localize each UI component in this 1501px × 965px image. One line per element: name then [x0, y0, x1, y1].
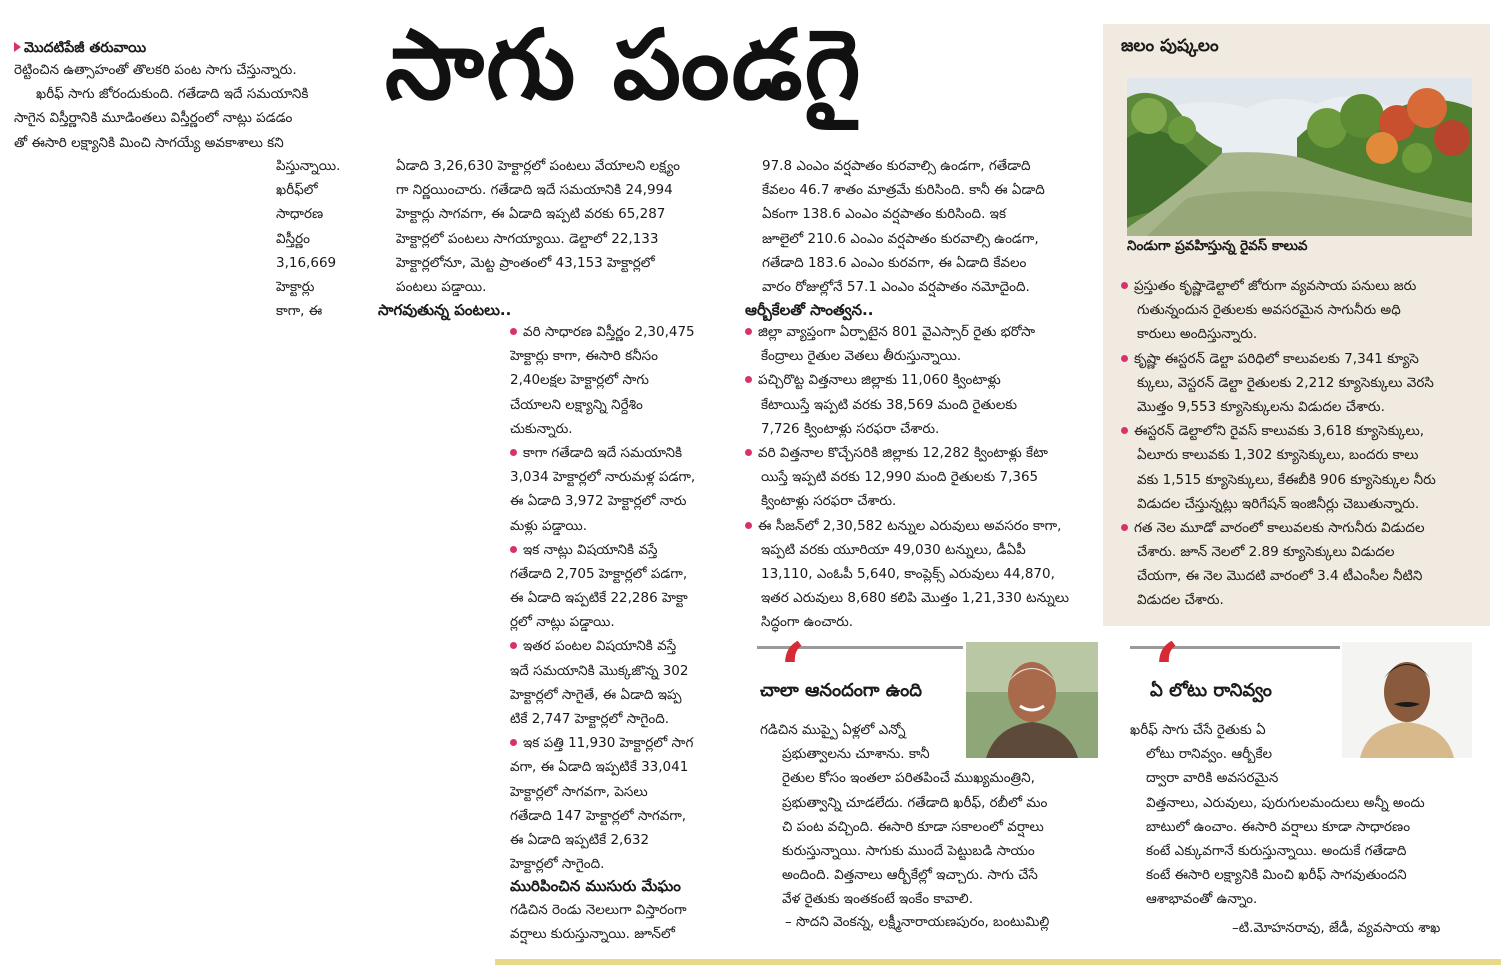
bullet-icon — [510, 328, 517, 335]
text-line: 2,40లక్షల హెక్టార్లలో సాగు — [510, 372, 649, 389]
text-line: ఆశాభావంతో ఉన్నాం. — [1146, 891, 1258, 908]
text-line: చేయాలని లక్ష్యాన్ని నిర్దేశిం — [510, 396, 643, 413]
quote1-text — [760, 718, 1105, 912]
bullet-icon — [510, 546, 517, 553]
quote1-mark-icon: ‘ — [780, 628, 806, 714]
text-line: లోటు రానివ్వం. ఆర్బీకేల — [1146, 746, 1273, 763]
text-line: గుతున్నందున రైతులకు అవసరమైన సాగునీరు అధి — [1137, 302, 1401, 319]
text-line: హెక్టార్లు — [276, 278, 315, 295]
text-line: మళ్లు పడ్డాయి. — [510, 517, 588, 534]
text-line: గా నిర్ణయించారు. గతేడాది ఇదే సమయానికి 24,994 — [396, 182, 673, 199]
text-line: హెక్టార్లలో సాగైంది. — [510, 856, 605, 873]
text-line: ఈ ఏడాది 3,972 హెక్టార్లలో నారు — [510, 493, 687, 510]
text-line: తో ఈసారి లక్ష్యానికి మించి సాగయ్యే అవకాశాలు కని — [14, 134, 284, 151]
bullet-line: ఇక పత్తి 11,930 హెక్టార్లలో సాగ — [510, 731, 740, 755]
text-line: హెక్టార్లలో పంటలు సాగయ్యాయి. డెల్టాలో 22,133 — [396, 230, 659, 247]
text-line: కేంద్రాలు రైతుల వెతలు తీరుస్తున్నాయి. — [761, 348, 962, 365]
text-line: సాధారణ — [276, 206, 324, 223]
text-line: చేశారు. జూన్ నెలలో 2.89 క్యూసెక్కులు విడుదల — [1137, 544, 1395, 561]
continuation-text — [14, 58, 380, 155]
bullet-icon — [1121, 524, 1128, 531]
bullet-line: వరి సాధారణ విస్తీర్ణం 2,30,475 — [510, 320, 740, 344]
text-line: 7,726 క్వింటాళ్లు సరఫరా చేశారు. — [761, 420, 940, 437]
text-line: విడుదల చేస్తున్నట్లు ఇరిగేషన్ ఇంజినీర్లు చెబుతున్నారు. — [1137, 495, 1420, 512]
continuation-label-text: మొదటిపేజీ తరువాయి — [24, 40, 147, 56]
text-line: ఏడాది 3,26,630 హెక్టార్లలో పంటలు వేయాలని లక్ష్యం — [396, 158, 681, 174]
bullet-line: గత నెల మూడో వారంలో కాలువలకు సాగునీరు విడుదల — [1121, 516, 1481, 540]
bullet-line: ఈస్టరన్ డెల్టాలోని రైవస్ కాలువకు 3,618 క్యూసెక్కులు, — [1121, 419, 1481, 443]
bullet-line: ఇక నాట్లు విషయానికి వస్తే — [510, 538, 740, 562]
text-line: చుకున్నారు. — [510, 420, 573, 437]
text-line: 97.8 ఎంఎం వర్షపాతం కురవాల్సి ఉండగా, గతేడాది — [762, 158, 1031, 174]
column3-subhead: ఆర్బీకేలతో సాంత్వన.. — [745, 301, 874, 319]
column2-bullets — [510, 320, 740, 876]
quote1-heading: చాలా ఆనందంగా ఉంది — [760, 680, 922, 701]
text-line: టికే 2,747 హెక్టార్లలో సాగైంది. — [510, 711, 670, 727]
quote2-text — [1130, 718, 1490, 912]
bullet-icon — [510, 642, 517, 649]
quote2-mark-icon: ‘ — [1154, 628, 1180, 714]
bullet-line: ఈ సీజన్‌లో 2,30,582 టన్నుల ఎరువులు అవసరం కాగా, — [745, 514, 1095, 538]
headline: సాగు పండగై — [385, 9, 863, 121]
column2-subhead: సాగవుతున్న పంటలు.. — [378, 301, 512, 319]
photo-caption: నిండుగా ప్రవహిస్తున్న రైవస్ కాలువ — [1127, 238, 1308, 254]
text-line: గతేడాది 183.6 ఎంఎం కురవగా, ఈ ఏడాది కేవలం — [762, 254, 1027, 271]
text-line: గడిచిన రెండు నెలలుగా విస్తారంగా — [510, 902, 687, 918]
text-line: 3,034 హెక్టార్లలో నారుమళ్ల పడగా, — [510, 469, 696, 486]
text-line: ఖరీఫ్ సాగు చేసే రైతుకు ఏ — [1130, 722, 1266, 738]
column2-tail — [510, 898, 740, 946]
text-line: పంటలు పడ్డాయి. — [396, 278, 487, 295]
text-line: ఇదే సమయానికి మొక్కజొన్న 302 — [510, 662, 689, 679]
text-line: హెక్టార్లు కాగా, ఈసారి కనీసం — [510, 348, 658, 365]
text-line: ఈ ఏడాది ఇప్పటికే 22,286 హెక్టా — [510, 590, 688, 607]
text-line: ర్లలో నాట్లు పడ్డాయి. — [510, 614, 615, 631]
bullet-line: పచ్చిరొట్ట విత్తనాలు జిల్లాకు 11,060 క్వింటాళ్లు — [745, 368, 1095, 392]
text-line: వకు 1,515 క్యూసెక్కులు, కేఈబీకి 906 క్యూసెక్కుల నీరు — [1137, 471, 1436, 488]
bullet-line: వరి విత్తనాల కొచ్చేసరికి జిల్లాకు 12,282 క్వింటాళ్లు కేటా — [745, 441, 1095, 465]
text-line: అందింది. విత్తనాలు ఆర్బీకేల్లో ఇచ్చారు. సాగు చేసే — [782, 867, 1038, 884]
column2-subhead2: మురిపించిన ముసురు మేఘం — [510, 877, 681, 895]
arrow-icon — [14, 42, 21, 52]
text-line: గడిచిన ముప్పై ఏళ్లలో ఎన్నో — [760, 722, 906, 738]
bullet-icon — [510, 739, 517, 746]
river-photo-image — [1127, 78, 1472, 236]
text-line: క్కులు, వెస్టరన్ డెల్టా రైతులకు 2,212 క్యూసెక్కులు వెరసి — [1137, 374, 1434, 391]
text-line: వగా, ఈ ఏడాది ఇప్పటికే 33,041 — [510, 759, 689, 776]
column3-intro — [762, 154, 1097, 299]
bullet-icon — [1121, 355, 1128, 362]
text-line: ఏకంగా 138.6 ఎంఎం వర్షపాతం కురిసింది. ఇక — [762, 206, 1006, 223]
quote2-heading: ఏ లోటు రానివ్వం — [1150, 680, 1272, 701]
text-line: హెక్టార్లలో సాగైతే, ఈ ఏడాది ఇప్ప — [510, 686, 682, 703]
column3-bullets — [745, 320, 1095, 634]
text-line: హెక్టార్లలోనూ, మెట్ట ప్రాంతంలో 43,153 హెక్టార్లలో — [396, 254, 655, 271]
text-line: చి పంట వచ్చింది. ఈసారి కూడా సకాలంలో వర్షాలు — [782, 818, 1044, 835]
text-line: కారులు అందిస్తున్నారు. — [1137, 326, 1258, 343]
quote2-attribution: –టి.మోహనరావు, జేడీ, వ్యవసాయ శాఖ — [1232, 920, 1441, 936]
bullet-icon — [745, 449, 752, 456]
text-line: ప్రభుత్వాన్ని చూడలేదు. గతేడాది ఖరీఫ్, రబీలో మం — [782, 794, 1048, 811]
bullet-line: జిల్లా వ్యాప్తంగా ఏర్పాటైన 801 వైఎస్సార్ రైతు భరోసా — [745, 320, 1095, 344]
bullet-icon — [745, 328, 752, 335]
bullet-icon — [745, 522, 752, 529]
text-line: కాగా, ఈ — [276, 303, 323, 320]
text-line: మొత్తం 9,553 క్యూసెక్కులను విడుదల చేశారు. — [1137, 398, 1385, 415]
text-line: 13,110, ఎంఓపీ 5,640, కాంప్లెక్స్ ఎరువులు 44,870, — [761, 565, 1055, 582]
text-line: చేయగా, ఈ నెల మొదటి వారంలో 3.4 టీఎంసీల నీటిని — [1137, 568, 1423, 585]
text-line: ప్రభుత్వాలను చూశాను. కానీ — [782, 746, 930, 763]
text-line: వర్షాలు కురుస్తున్నాయి. జూన్‌లో — [510, 926, 675, 943]
bullet-icon — [745, 376, 752, 383]
quote1-attribution: – సొదని వెంకన్న, లక్ష్మీనారాయణపురం, బంటుమిల్లి — [785, 914, 1050, 930]
text-line: ఖరీఫ్‌లో — [276, 182, 318, 199]
text-line: ఈ ఏడాది ఇప్పటికే 2,632 — [510, 831, 650, 848]
text-line: క్వింటాళ్లు సరఫరా చేశారు. — [761, 493, 897, 510]
text-line: 3,16,669 — [276, 254, 337, 271]
text-line: కేటాయిస్తే ఇప్పటి వరకు 38,569 మంది రైతులకు — [761, 396, 1017, 413]
text-line: విత్తనాలు, ఎరువులు, పురుగులమందులు అన్నీ అందు — [1146, 794, 1425, 811]
text-line: వారం రోజుల్లోనే 57.1 ఎంఎం వర్షపాతం నమోదైంది. — [762, 278, 1030, 295]
text-line: గతేడాది 147 హెక్టార్లలో సాగవగా, — [510, 807, 687, 824]
column2-intro — [396, 154, 736, 299]
sidebox-title: జలం పుష్కలం — [1121, 36, 1219, 56]
text-line: ఇప్పటి వరకు యూరియా 49,030 టన్నులు, డీఏపీ — [761, 541, 1026, 558]
continuation-label — [14, 36, 146, 60]
text-line: పిస్తున్నాయి. — [276, 158, 341, 174]
text-line: కంటే ఎక్కువగానే కురుస్తున్నాయి. అందుకే గతేడాది — [1146, 842, 1407, 859]
bottom-color-bar — [495, 959, 1501, 965]
text-line: ద్వారా వారికి అవసరమైన — [1146, 770, 1279, 787]
bullet-line: కాగా గతేడాది ఇదే సమయానికి — [510, 441, 740, 465]
text-line: విడుదల చేశారు. — [1137, 592, 1224, 609]
text-line: ఇతర ఎరువులు 8,680 కలిపి మొత్తం 1,21,330 టన్నులు — [761, 590, 1070, 607]
text-line: హెక్టార్లలో సాగవగా, పెసలు — [510, 783, 648, 800]
text-line: కంటే ఈసారి లక్ష్యానికి మించి ఖరీఫ్ సాగవుతుందని — [1146, 867, 1407, 884]
text-line: యిస్తే ఇప్పటి వరకు 12,990 మంది రైతులకు 7,365 — [761, 469, 1039, 486]
text-line: ఖరీఫ్ సాగు జోరందుకుంది. గతేడాది ఇదే సమయానికి — [36, 86, 309, 103]
text-line: కేవలం 46.7 శాతం మాత్రమే కురిసింది. కానీ ఈ ఏడాది — [762, 182, 1045, 199]
text-line: విస్తీర్ణం — [276, 230, 310, 247]
text-line: జూలైలో 210.6 ఎంఎం వర్షపాతం కురవాల్సి ఉండగా, — [762, 230, 1039, 247]
bullet-icon — [1121, 427, 1128, 434]
bullet-line: ప్రస్తుతం కృష్ణాడెల్టాలో జోరుగా వ్యవసాయ పనులు జరు — [1121, 274, 1481, 298]
bullet-line: ఇతర పంటల విషయానికి వస్తే — [510, 634, 740, 658]
bullet-icon — [1121, 282, 1128, 289]
text-line: కురుస్తున్నాయి. సాగుకు ముందే పెట్టుబడి సాయం — [782, 842, 1035, 859]
text-line: హెక్టార్లు సాగవగా, ఈ ఏడాది ఇప్పటి వరకు 65,287 — [396, 206, 666, 223]
river-photo — [1127, 78, 1472, 236]
continuation-narrow — [276, 154, 376, 323]
text-line: సాగైన విస్తీర్ణానికి మూడింతలు విస్తీర్ణంలో నాట్లు పడడం — [14, 110, 293, 127]
bullet-icon — [510, 449, 517, 456]
text-line: వేళ రైతుకు ఇంతకంటే ఇంకేం కావాలి. — [782, 891, 973, 908]
sidebox-bullets — [1121, 274, 1481, 613]
bullet-line: కృష్ణా ఈస్టరన్ డెల్టా పరిధిలో కాలువలకు 7,341 క్యూసె — [1121, 347, 1481, 371]
text-line: గతేడాది 2,705 హెక్టార్లలో పడగా, — [510, 565, 688, 582]
text-line: రైతుల కోసం ఇంతలా పరితపించే ముఖ్యమంత్రిని, — [782, 770, 1035, 787]
text-line: బాటులో ఉంచాం. ఈసారి వర్షాలు కూడా సాధారణం — [1146, 818, 1411, 835]
text-line: సిద్ధంగా ఉంచారు. — [761, 614, 854, 631]
text-line: రెట్టించిన ఉత్సాహంతో తొలకరి పంట సాగు చేస్తున్నారు. — [14, 62, 297, 78]
text-line: ఏలూరు కాలువకు 1,302 క్యూసెక్కులు, బందరు కాలు — [1137, 447, 1419, 464]
